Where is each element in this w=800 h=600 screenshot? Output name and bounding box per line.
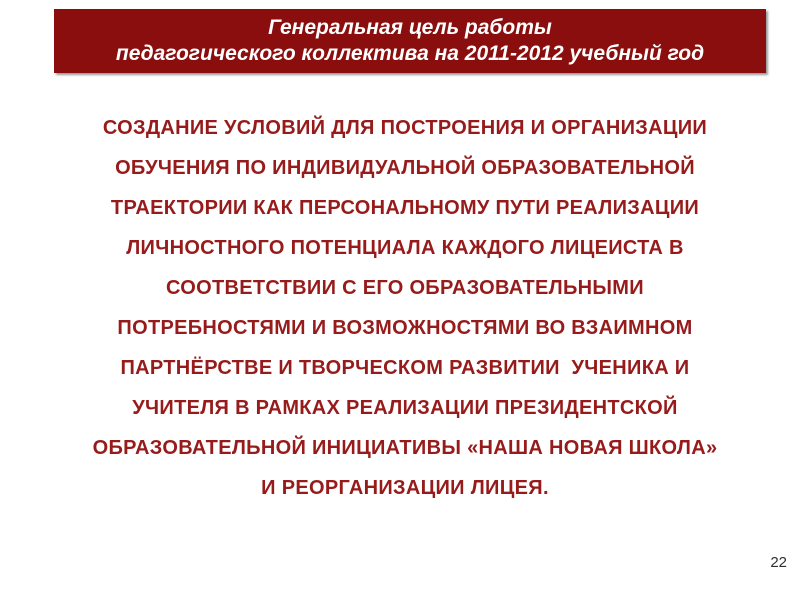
- slide-body-text: [40, 108, 770, 508]
- body-text-line: СООТВЕТСТВИИ С ЕГО ОБРАЗОВАТЕЛЬНЫМИ: [166, 277, 644, 299]
- page-number: 22: [770, 554, 787, 571]
- body-text-line: УЧИТЕЛЯ В РАМКАХ РЕАЛИЗАЦИИ ПРЕЗИДЕНТСКОЙ: [132, 397, 678, 419]
- body-text-line: ПОТРЕБНОСТЯМИ И ВОЗМОЖНОСТЯМИ ВО ВЗАИМНОМ: [117, 317, 693, 339]
- body-text-line: СОЗДАНИЕ УСЛОВИЙ ДЛЯ ПОСТРОЕНИЯ И ОРГАНИЗАЦИИ: [102, 117, 708, 139]
- body-text-line: ОБРАЗОВАТЕЛЬНОЙ ИНИЦИАТИВЫ «НАША НОВАЯ ШКОЛА»: [92, 437, 718, 459]
- slide-title-line-2: педагогического коллектива на 2011-2012 учебный год: [115, 42, 705, 65]
- slide-title-banner: [54, 9, 766, 73]
- body-text-line: ОБУЧЕНИЯ ПО ИНДИВИДУАЛЬНОЙ ОБРАЗОВАТЕЛЬНОЙ: [115, 157, 695, 179]
- body-text-line: ЛИЧНОСТНОГО ПОТЕНЦИАЛА КАЖДОГО ЛИЦЕИСТА В: [126, 237, 684, 259]
- body-text-line: И РЕОРГАНИЗАЦИИ ЛИЦЕЯ.: [261, 477, 549, 499]
- body-text-line: ТРАЕКТОРИИ КАК ПЕРСОНАЛЬНОМУ ПУТИ РЕАЛИЗАЦИИ: [110, 197, 700, 219]
- slide-title-line-1: Генеральная цель работы: [268, 16, 552, 39]
- body-text-line: ПАРТНЁРСТВЕ И ТВОРЧЕСКОМ РАЗВИТИИ УЧЕНИКА И: [120, 357, 690, 379]
